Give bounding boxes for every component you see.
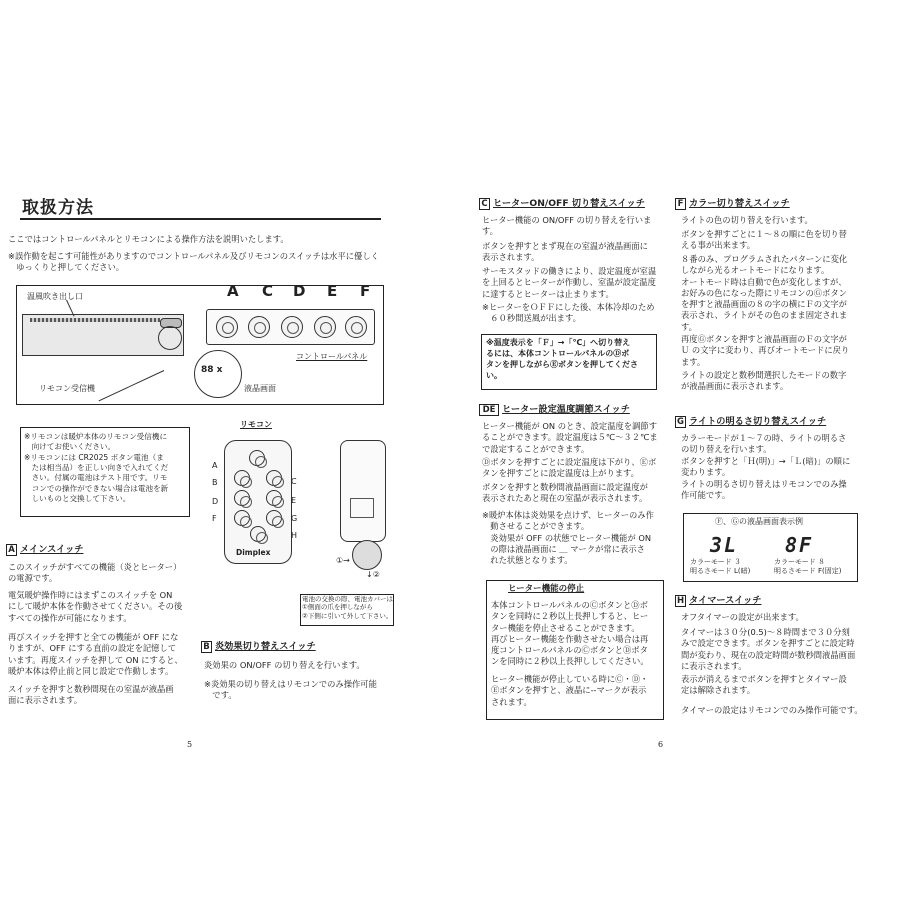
section-a-letter: A: [6, 544, 17, 556]
page-number-right: 6: [658, 740, 664, 749]
section-b-letter: B: [201, 641, 212, 653]
section-g-title: ライトの明るさ切り替えスイッチ: [689, 416, 827, 427]
lcd-digits-icon: 88 ⅹ: [201, 365, 223, 375]
battery-cover-open: [352, 540, 382, 570]
section-de-letters: DE: [479, 404, 499, 416]
remote-letter-f: F: [212, 514, 217, 523]
section-a-p1: このスイッチがすべての機能（炎とヒーター） の電源です。: [8, 562, 182, 584]
section-f-p5: ライトの設定と数秒間選択したモードの数字 が液晶画面に表示されます。: [681, 370, 847, 392]
section-f-heading: [675, 198, 790, 211]
remote-heater-icon: [266, 470, 282, 486]
battery-note-text: 電池の交換の際、電池カバーは ①側面の爪を押しながら ②下側に引いて外して下さい。: [302, 595, 393, 620]
remote-note-text: ※リモコンは暖炉本体のリモコン受信機に 向けてお使いください。 ※リモコンには CR2025 ボタン電池（ま たは相当品）を正しい向きで入れてくだ さい。付属の電池はテスト用です。リモ コンでの操作ができない場合は電池を新 しいものと交換して下さい。: [24, 432, 169, 503]
section-f-letter: F: [675, 198, 686, 210]
remote-temp-up-icon: [266, 490, 282, 506]
caution-text: ※誤作動を起こす可能性がありますのでコントロールパネル及びリモコンのスイッチは水平に優しく ゆっくりと押してください。: [8, 251, 379, 273]
section-c-p1: ヒーター機能の ON/OFF の切り替えを行いま す。: [482, 215, 652, 237]
lcd-example-title: Ⓕ、Ⓖの液晶画面表示例: [715, 517, 803, 526]
section-a-title: メインスイッチ: [20, 544, 84, 555]
temp-unit-text: ※温度表示を「Ｆ」→「℃」へ切り替え るには、本体コントロールパネルのⒹボ タンを押しながらⒺボタンを押してくださ い。: [486, 338, 638, 380]
section-f-p4: 再度Ⓖボタンを押すと液晶画面のＦの文字が Ｕ の文字に変わり、再びオートモードに戻り ます。: [681, 334, 850, 367]
letter-d: D: [293, 282, 306, 300]
section-b-p1: 炎効果の ON/OFF の切り替えを行います。: [204, 660, 365, 670]
remote-letter-g: G: [291, 514, 298, 523]
section-a-p4: スイッチを押すと数秒間現在の室温が液晶画 面に表示されます。: [8, 684, 174, 706]
section-c-title: ヒーターON/OFF 切り替えスイッチ: [493, 198, 645, 209]
letter-e: E: [327, 282, 338, 300]
letter-c: C: [262, 282, 274, 300]
title-divider: [20, 218, 381, 220]
remote-letter-e: E: [291, 496, 297, 505]
section-de-p1: ヒーター機能が ON のとき、設定温度を調節す ることができます。設定温度は５℃～３２℃ま で設定することができます。: [482, 421, 658, 454]
temp-up-button-icon: [314, 316, 336, 338]
section-f-title: カラー切り替えスイッチ: [689, 198, 790, 209]
remote-letter-d: D: [212, 497, 219, 506]
section-de-heading: [479, 404, 630, 417]
step-arrow-icon: ①→: [336, 556, 350, 565]
remote-letter-h: H: [291, 531, 298, 540]
section-c-p4: ※ヒーターをＯＦＦにした後、本体冷却のため ６０秒間送風が出ます。: [482, 302, 655, 324]
section-b-title: 炎効果切り替えスイッチ: [215, 641, 316, 652]
section-h-letter: H: [676, 596, 685, 606]
remote-label: リモコン: [240, 420, 272, 429]
section-a-heading: [6, 544, 83, 557]
intro-text: ここではコントロールパネルとリモコンによる操作方法を説明いたします。: [8, 234, 289, 244]
heater-button-icon: [248, 316, 270, 338]
lcd-circle: [158, 326, 182, 350]
remote-temp-down-icon: [234, 490, 250, 506]
section-g-letter: G: [675, 416, 686, 428]
section-c-p3: サーモスタッドの働きにより、設定温度が室温 を上回るとヒーターが作動し、室温が設定温度 に達するとヒーターは止まります。: [482, 266, 657, 299]
section-f-p1: ライトの色の切り替えを行います。: [681, 215, 813, 225]
remote-flame-icon: [234, 470, 250, 486]
lcd-label: 液晶画面: [244, 384, 276, 393]
section-g-heading: [675, 416, 826, 429]
down-arrow-icon: ↓②: [366, 570, 380, 579]
lcd-left-caption: カラーモード ３ 明るさモード L(暗): [690, 558, 751, 575]
section-a-p2: 電気暖炉操作時にはまずこのスイッチを ON にして暖炉本体を作動させてください。その後 すべての操作が可能になります。: [8, 590, 183, 623]
remote-letter-a: A: [212, 461, 218, 470]
temp-down-button-icon: [281, 316, 303, 338]
remote-power-icon: [249, 450, 265, 466]
section-de-p4: ※暖炉本体は炎効果を点けず、ヒーターのみ作 動させることができます。 炎効果が OFF の状態でヒーター機能が ON の際は液晶画面に ＿ マークが常に表示さ れた状態となります。: [482, 510, 654, 566]
lcd-left-display: 3L: [710, 533, 739, 557]
remote-back-view: [340, 440, 386, 542]
color-button-icon: [345, 316, 367, 338]
remote-brand: Dimplex: [236, 548, 271, 557]
remote-letter-b: B: [212, 478, 218, 487]
outlet-grille: [30, 318, 160, 322]
section-h-title: タイマースイッチ: [689, 595, 762, 606]
section-h-p2: タイマーは３０分(0.5)～８時間まで３０分刻 みで設定できます。ボタンを押すごとに設定時 間が変わり、現在の設定時間が数秒間液晶画面 に表示されます。: [681, 627, 856, 671]
outlet-label: 温風吹き出し口: [27, 292, 83, 301]
letter-f: F: [360, 282, 371, 300]
remote-color-icon: [234, 510, 250, 526]
control-panel-label: コントロールパネル: [296, 352, 368, 361]
remote-letter-c: C: [291, 477, 297, 486]
section-de-p2: Ⓓボタンを押すごとに設定温度は下がり、Ⓔボ タンを押すごとに設定温度は上がります。: [482, 457, 657, 479]
section-c-heading: [479, 198, 645, 211]
section-b-p2: ※炎効果の切り替えはリモコンでのみ操作可能 です。: [204, 679, 377, 701]
section-de-title: ヒーター設定温度調節スイッチ: [502, 404, 630, 415]
section-h-p4: タイマーの設定はリモコンでのみ操作可能です。: [681, 705, 863, 715]
section-g-p2: ボタンを押すと「Ｈ(明)」→「Ｌ(暗)」の順に 変わります。: [681, 456, 851, 478]
section-c-letter: C: [479, 198, 490, 210]
section-b-heading: [201, 641, 316, 654]
section-h-p1: オフタイマーの設定が出来ます。: [681, 612, 804, 622]
section-g-p3: ライトの明るさ切り替えはリモコンでのみ操 作可能です。: [681, 479, 847, 501]
heater-stop-p2: ヒーター機能が停止している時にⒸ・Ⓓ・ Ⓔボタンを押すと、液晶に--マークが表示 されます。: [491, 674, 649, 707]
lcd-right-caption: カラーモード ８ 明るさモード F(固定): [774, 558, 842, 575]
remote-timer-icon: [250, 526, 266, 542]
section-f-p2: ボタンを押すごとに１～８の順に色を切り替 える事が出来ます。: [681, 229, 847, 251]
section-c-p2: ボタンを押すとまず現在の室温が液晶画面に 表示されます。: [482, 241, 648, 263]
page-title: 取扱方法: [22, 198, 94, 218]
receiver-label: リモコン受信機: [39, 384, 95, 393]
battery-cover: [350, 498, 374, 518]
section-f-p3: ８番のみ、プログラムされたパターンに変化 しながら光るオートモードになります。 オートモード時は自動で色が変化しますが、 お好みの色になった際にリモコンのⒼボタン を押すと液晶画面の８の字の横にＦの文字が 表示され、ライトがその色のまま固定されま す。: [681, 254, 848, 332]
power-button-icon: [216, 316, 238, 338]
remote-brightness-icon: [266, 510, 282, 526]
heater-stop-p1: 本体コントロールパネルのⒸボタンとⒹボ タンを同時に２秒以上長押しすると、ヒー ター機能を停止させることができます。 再びヒーター機能を作動させたい場合は再 度コントロールパネルのⒸボタンとⒹボタ ンを同時に２秒以上長押ししてください。: [491, 600, 649, 667]
section-de-p3: ボタンを押すと数秒間液晶画面に設定温度が 表示されたあと現在の室温が表示されます。: [482, 482, 648, 504]
section-h-heading: [675, 595, 762, 608]
section-h-p3: 表示が消えるまでボタンを押すとタイマー設 定は解除されます。: [681, 674, 847, 696]
section-g-p1: カラーモードが１～７の時、ライトの明るさ の切り替えを行います。: [681, 433, 847, 455]
letter-a: A: [227, 282, 239, 300]
section-a-p3: 再びスイッチを押すと全ての機能が OFF にな りますが、OFF にする直前の設定を記憶して います。再度スイッチを押して ON にすると、 暖炉本体は停止前と同じ設定で作動します。: [8, 632, 183, 676]
lcd-right-display: 8F: [785, 533, 814, 557]
page-number-left: 5: [187, 740, 193, 749]
heater-stop-heading: ヒーター機能の停止: [508, 584, 585, 594]
